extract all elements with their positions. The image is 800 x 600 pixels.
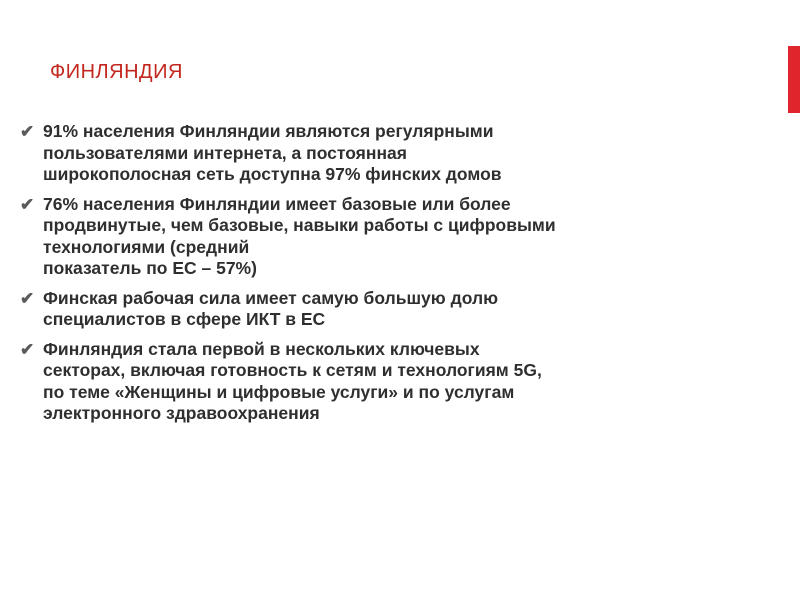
- checkmark-icon: ✔: [20, 194, 35, 214]
- bullet-item: [20, 121, 720, 186]
- slide-title: ФИНЛЯНДИЯ: [50, 61, 183, 83]
- bullet-text: 76% населения Финляндии имеет базовые или более продвинутые, чем базовые, навыки работы с цифровыми технологиями (средний показатель по ЕС – 57%): [43, 193, 556, 278]
- checkmark-icon: ✔: [20, 339, 35, 359]
- bullet-text: 91% населения Финляндии являются регулярными пользователями интернета, а постоянная широкополосная сеть доступна 97% финских домов: [43, 121, 502, 184]
- bullet-text: Финляндия стала первой в нескольких ключевых секторах, включая готовность к сетям и технологиям 5G, по теме «Женщины и цифровые услуги» и по услугам электронного здравоохранения: [43, 338, 542, 423]
- bullet-item: [20, 288, 720, 331]
- bullet-item: [20, 339, 720, 425]
- accent-bar: [788, 46, 800, 113]
- bullet-list: [20, 121, 720, 433]
- bullet-text: Финская рабочая сила имеет самую большую долю специалистов в сфере ИКТ в ЕС: [43, 287, 499, 329]
- checkmark-icon: ✔: [20, 122, 35, 141]
- checkmark-icon: ✔: [20, 288, 35, 308]
- bullet-item: [20, 194, 720, 280]
